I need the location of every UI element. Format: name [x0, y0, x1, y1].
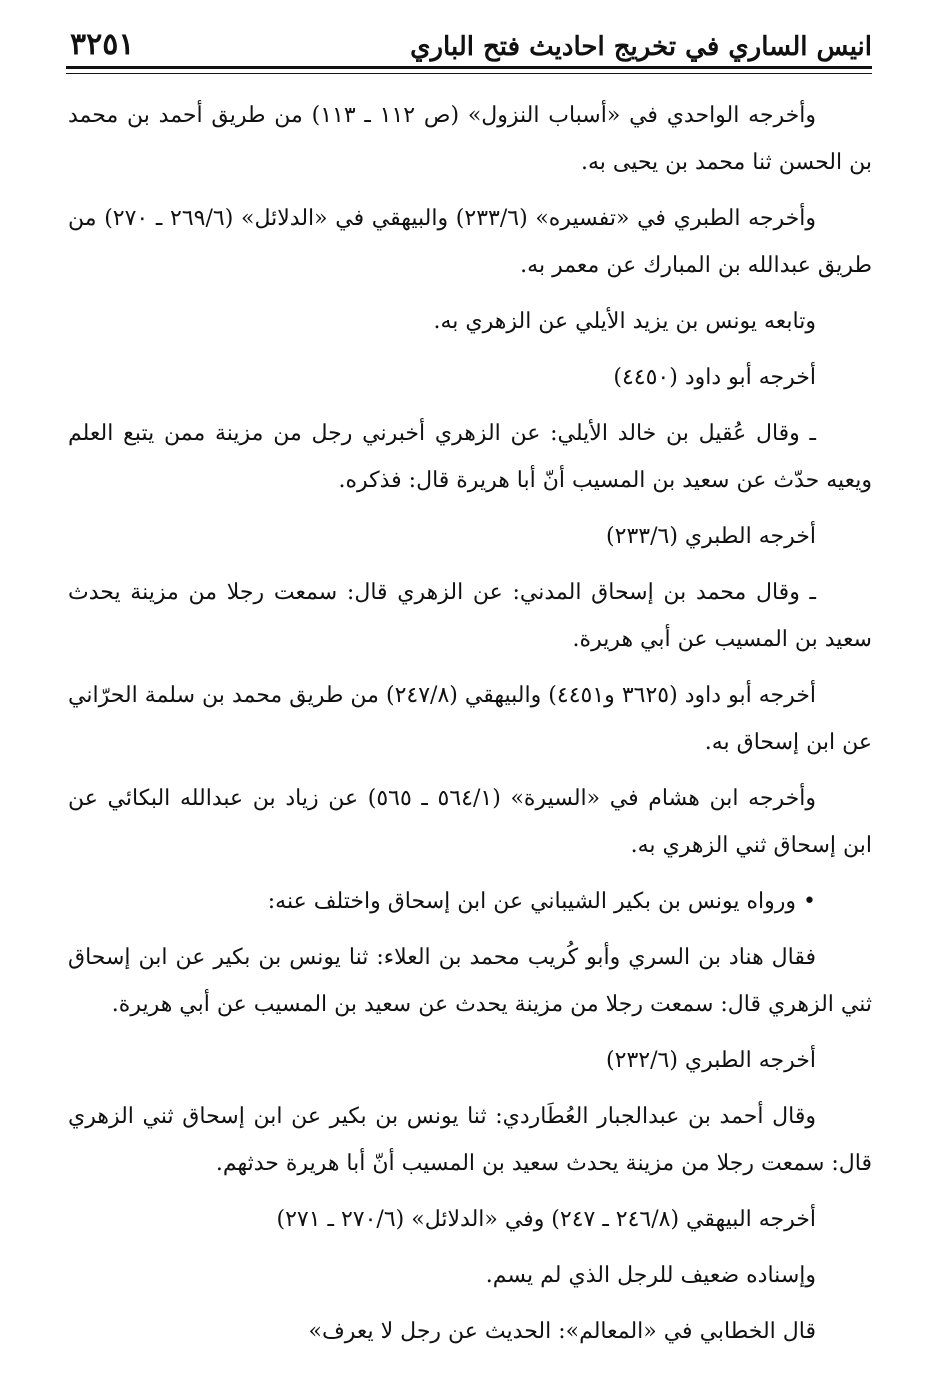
- page-number: ٣٢٥١: [70, 27, 135, 62]
- running-header: [66, 24, 872, 66]
- header-rule-thick: [66, 66, 872, 69]
- paragraph-tabari-232: أخرجه الطبري (٢٣٢/٦): [606, 1048, 816, 1073]
- paragraph-abu-dawud-4450: أخرجه أبو داود (٤٤٥٠): [613, 365, 816, 390]
- paragraph-yunus-ayli: وتابعه يونس بن يزيد الأيلي عن الزهري به.: [433, 309, 816, 334]
- page-body: [68, 92, 872, 1364]
- paragraph-bayhaqi: أخرجه البيهقي (٢٤٦/٨ ـ ٢٤٧) وفي «الدلائل» (٢٧٠/٦ ـ ٢٧١): [276, 1207, 816, 1232]
- paragraph-abu-dawud-3625: أخرجه أبو داود (٣٦٢٥ و٤٤٥١) والبيهقي (٢٤٧/٨) من طريق محمد بن سلمة الحرّاني عن ابن إسحاق به.: [68, 683, 872, 755]
- paragraph-isnad-daif: وإسناده ضعيف للرجل الذي لم يسم.: [485, 1263, 816, 1288]
- paragraph-uqayl: ـ وقال عُقيل بن خالد الأيلي: عن الزهري أخبرني رجل من مزينة ممن يتبع العلم ويعيه حدّث عن سعيد بن المسيب أنّ أبا هريرة قال: فذكره.: [68, 421, 872, 493]
- paragraph-khattabi: قال الخطابي في «المعالم»: الحديث عن رجل لا يعرف»: [308, 1319, 816, 1344]
- paragraph-tabari-tafsir: وأخرجه الطبري في «تفسيره» (٢٣٣/٦) والبيهقي في «الدلائل» (٢٦٩/٦ ـ ٢٧٠) من طريق عبدالله بن المبارك عن معمر به.: [68, 206, 872, 278]
- paragraph-ibn-hisham: وأخرجه ابن هشام في «السيرة» (٥٦٤/١ ـ ٥٦٥) عن زياد بن عبدالله البكائي عن ابن إسحاق ثني الزهري به.: [68, 786, 872, 858]
- paragraph-hannad: فقال هناد بن السري وأبو كُريب محمد بن العلاء: ثنا يونس بن بكير عن ابن إسحاق ثني الزهري قال: سمعت رجلا من مزينة يحدث عن سعيد بن المسيب عن أبي هريرة.: [68, 945, 872, 1017]
- header-rule-thin: [66, 73, 872, 74]
- paragraph-yunus-bukayr: • ورواه يونس بن بكير الشيباني عن ابن إسحاق واختلف عنه:: [267, 889, 816, 914]
- paragraph-ibn-ishaq: ـ وقال محمد بن إسحاق المدني: عن الزهري قال: سمعت رجلا من مزينة يحدث سعيد بن المسيب عن أبي هريرة.: [68, 580, 872, 652]
- paragraph-utaridi: وقال أحمد بن عبدالجبار العُطَاردي: ثنا يونس بن بكير عن ابن إسحاق ثني الزهري قال: سمعت رجلا من مزينة يحدث سعيد بن المسيب أنّ أبا هريرة حدثهم.: [68, 1104, 872, 1176]
- paragraph-tabari-233: أخرجه الطبري (٢٣٣/٦): [606, 524, 816, 549]
- header-title: انيس الساري في تخريج احاديث فتح الباري: [410, 32, 872, 62]
- paragraph-wahidi: وأخرجه الواحدي في «أسباب النزول» (ص ١١٢ ـ ١١٣) من طريق أحمد بن محمد بن الحسن ثنا محمد بن يحيى به.: [68, 103, 872, 175]
